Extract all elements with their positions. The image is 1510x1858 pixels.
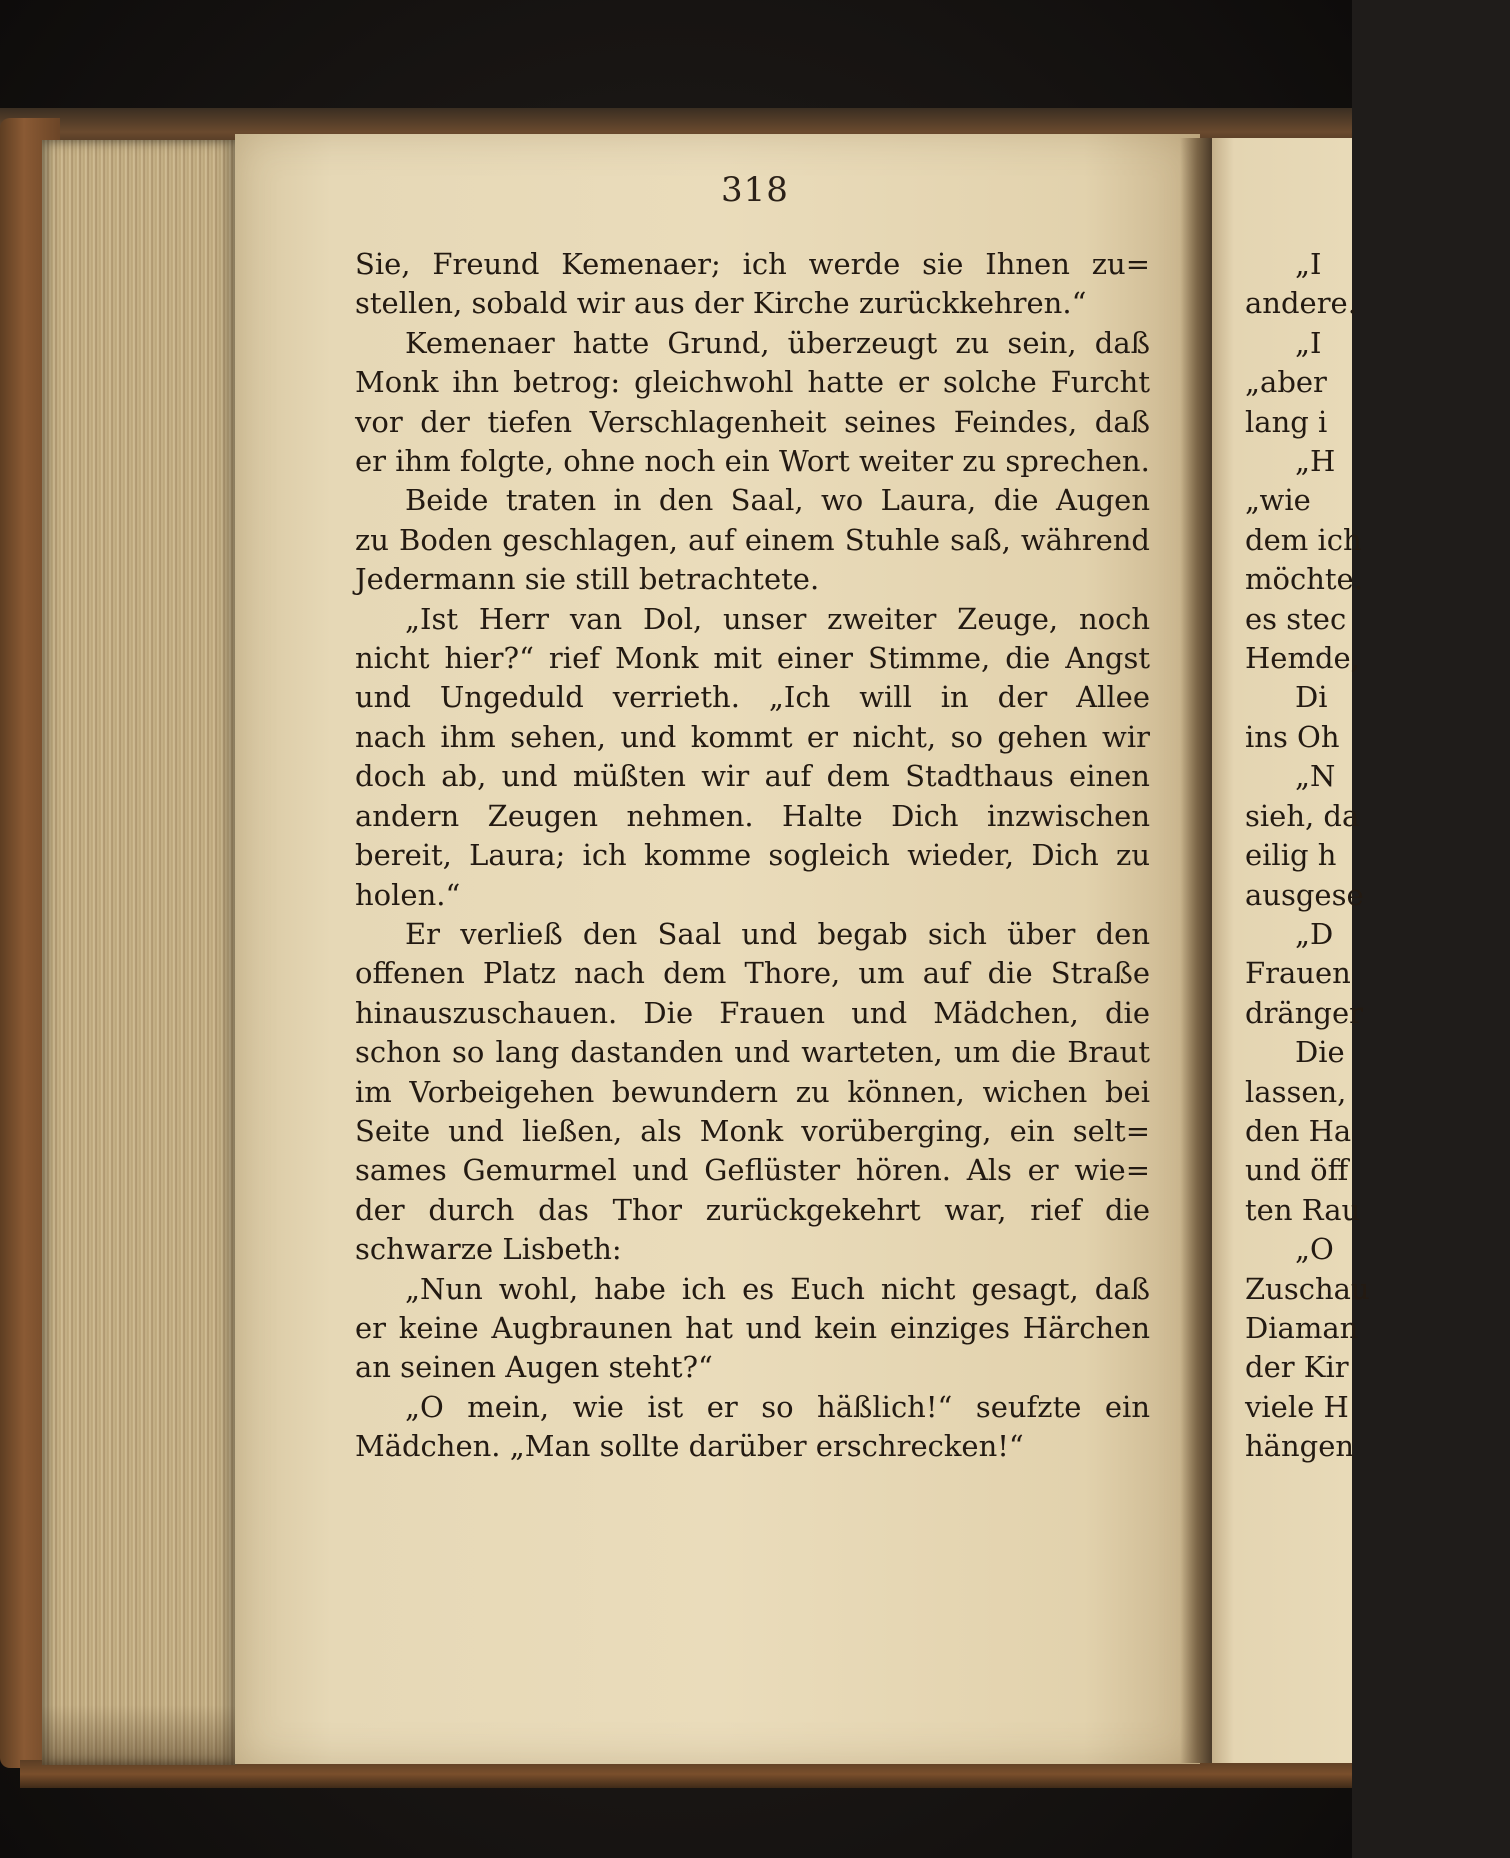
text-line: lang i	[1245, 404, 1328, 439]
text-line: Seite und ließen, als Monk vorüberging, ein selt=	[355, 1113, 1150, 1148]
text-line: holen.“	[355, 877, 461, 912]
page-number: 318	[721, 170, 789, 210]
text-line: er keine Augbraunen hat und kein einziges Härchen	[355, 1310, 1150, 1345]
text-line: doch ab, und müßten wir auf dem Stadthaus einen	[355, 759, 1150, 794]
text-line: der durch das Thor zurückgekehrt war, rief die	[355, 1192, 1150, 1227]
text-line: „D	[1295, 916, 1334, 951]
text-line: zu Boden geschlagen, auf einem Stuhle saß, während	[355, 522, 1150, 557]
text-line: schwarze Lisbeth:	[355, 1232, 622, 1267]
text-line: vor der tiefen Verschlagenheit seines Feindes, daß	[355, 404, 1150, 439]
text-line: lassen,	[1245, 1074, 1347, 1109]
text-line: nicht hier?“ rief Monk mit einer Stimme, die Angst	[355, 641, 1150, 676]
text-line: offenen Platz nach dem Thore, um auf die Straße	[355, 956, 1150, 991]
text-line: der Kir	[1245, 1350, 1349, 1385]
text-line: Di	[1295, 680, 1328, 715]
text-line: stellen, sobald wir aus der Kirche zurückkehren.“	[355, 286, 1087, 321]
text-line: möchte.	[1245, 562, 1363, 597]
text-line: andern Zeugen nehmen. Halte Dich inzwischen	[355, 798, 1150, 833]
text-line: den Ha	[1245, 1113, 1352, 1148]
text-line: „N	[1295, 759, 1336, 794]
text-line: „I	[1295, 247, 1322, 281]
text-line: Monk ihn betrog: gleichwohl hatte er solche Furcht	[355, 365, 1150, 400]
text-line: eilig h	[1245, 838, 1337, 873]
text-line: er ihm folgte, ohne noch ein Wort weiter zu sprechen.	[355, 444, 1150, 479]
text-line: Frauen	[1245, 956, 1351, 991]
text-line: und Ungeduld verrieth. „Ich will in der Allee	[355, 680, 1150, 715]
text-line: es stec	[1245, 601, 1347, 636]
text-line: „Ist Herr van Dol, unser zweiter Zeuge, noch	[405, 601, 1150, 636]
text-line: Hemde,	[1245, 641, 1360, 676]
text-line: dränger	[1245, 995, 1363, 1030]
text-line: „Nun wohl, habe ich es Euch nicht gesagt, daß	[405, 1271, 1150, 1306]
text-line: „wie	[1245, 483, 1311, 518]
text-line: hängen	[1245, 1429, 1355, 1464]
text-line: nach ihm sehen, und kommt er nicht, so gehen wir	[355, 719, 1150, 754]
text-line: ten Rau	[1245, 1192, 1361, 1227]
text-line: Die	[1295, 1035, 1345, 1070]
text-line: ins Oh	[1245, 719, 1340, 754]
text-line: im Vorbeigehen bewundern zu können, wichen bei	[355, 1074, 1150, 1109]
text-line: sames Gemurmel und Geflüster hören. Als er wie=	[355, 1153, 1150, 1188]
text-line: „H	[1295, 444, 1336, 479]
text-line: Mädchen. „Man sollte darüber erschrecken!“	[355, 1429, 1024, 1464]
text-line: Zuschau	[1245, 1271, 1370, 1306]
right-page-text	[1245, 245, 1370, 1467]
text-line: „O	[1295, 1232, 1334, 1267]
text-line: andere.	[1245, 286, 1357, 321]
text-line: „I	[1295, 325, 1322, 360]
text-line: Jedermann sie still betrachtete.	[355, 562, 820, 597]
text-line: an seinen Augen steht?“	[355, 1350, 713, 1385]
text-line: sieh, da	[1245, 798, 1360, 833]
text-line: schon so lang dastanden und warteten, um die Braut	[355, 1035, 1150, 1070]
text-line: und öff	[1245, 1153, 1349, 1188]
text-line: Er verließ den Saal und begab sich über den	[405, 916, 1150, 951]
text-line: bereit, Laura; ich komme sogleich wieder, Dich zu	[355, 838, 1150, 873]
text-line: Diaman	[1245, 1310, 1359, 1345]
text-line: Sie, Freund Kemenaer; ich werde sie Ihnen zu=	[355, 247, 1150, 281]
text-line: viele H	[1245, 1389, 1349, 1424]
page-edges	[42, 140, 237, 1765]
text-line: dem ich	[1245, 522, 1362, 557]
text-line: „O mein, wie ist er so häßlich!“ seufzte ein	[405, 1389, 1150, 1424]
text-line: Kemenaer hatte Grund, überzeugt zu sein, daß	[405, 325, 1150, 360]
text-line: Beide traten in den Saal, wo Laura, die Augen	[405, 483, 1150, 518]
text-line: hinauszuschauen. Die Frauen und Mädchen, die	[355, 995, 1150, 1030]
text-line: ausgese	[1245, 877, 1364, 912]
text-line: „aber	[1245, 365, 1327, 400]
book-gutter	[1180, 138, 1212, 1763]
left-page-text	[355, 245, 1150, 1467]
